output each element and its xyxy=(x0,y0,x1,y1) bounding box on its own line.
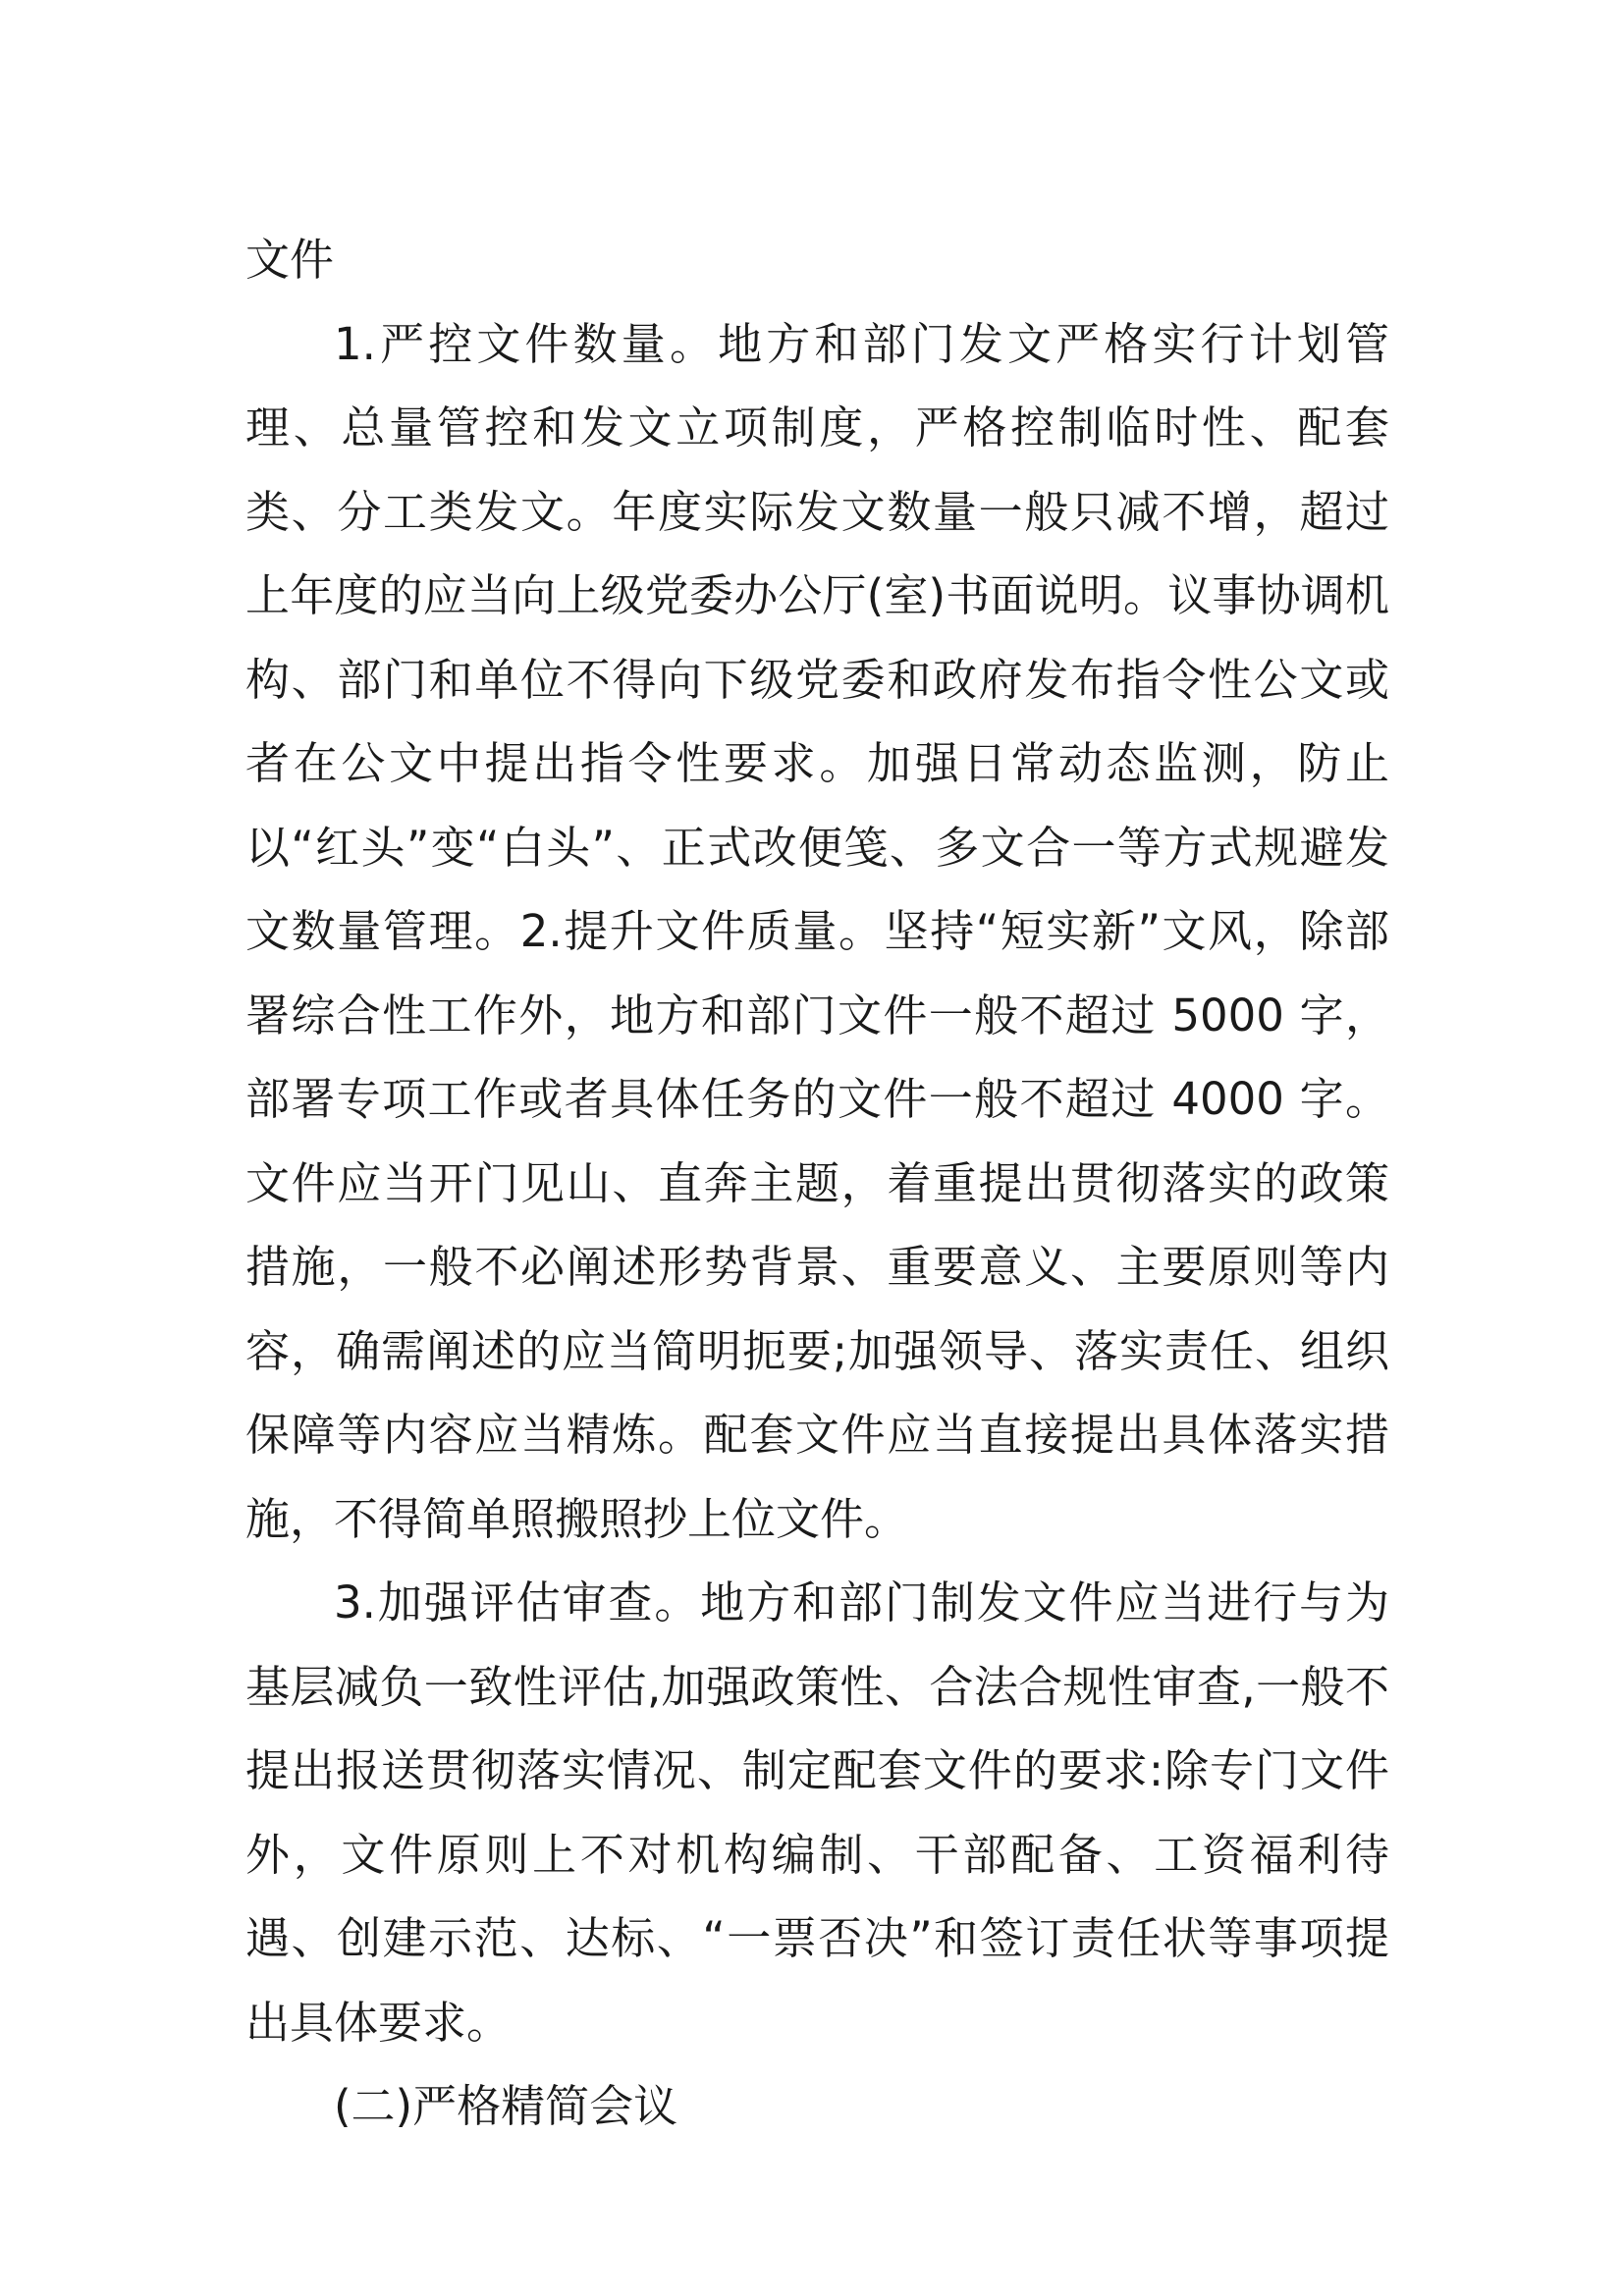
paragraph-control-file-quantity: 1.严控文件数量。地方和部门发文严格实行计划管理、总量管控和发文立项制度，严格控制临时性、配套类、分工类发文。年度实际发文数量一般只减不增，超过上年度的应当向上级党委办公厅(室)书面说明。议事协调机构、部门和单位不得向下级党委和政府发布指令性公文或者在公文中提出指令性要求。加强日常动态监测，防止以“红头”变“白头”、正式改便笺、多文合一等方式规避发文数量管理。2.提升文件质量。坚持“短实新”文风，除部署综合性工作外，地方和部门文件一般不超过 5000 字，部署专项工作或者具体任务的文件一般不超过 4000 字。文件应当开门见山、直奔主题，着重提出贯彻落实的政策措施，一般不必阐述形势背景、重要意义、主要原则等内容，确需阐述的应当简明扼要;加强领导、落实责任、组织保障等内容应当精炼。配套文件应当直接提出具体落实措施，不得简单照搬照抄上位文件。 xyxy=(245,317,1389,1545)
document-page xyxy=(245,218,1389,2149)
paragraph-strengthen-review: 3.加强评估审查。地方和部门制发文件应当进行与为基层减负一致性评估,加强政策性、合法合规性审查,一般不提出报送贯彻落实情况、制定配套文件的要求:除专门文件外，文件原则上不对机构编制、干部配备、工资福利待遇、创建示范、达标、“一票否决”和签订责任状等事项提出具体要求。 xyxy=(245,1576,1389,2049)
section-heading-streamline-meetings: (二)严格精简会议 xyxy=(334,2080,678,2132)
paragraph-continuation: 文件 xyxy=(245,234,335,286)
